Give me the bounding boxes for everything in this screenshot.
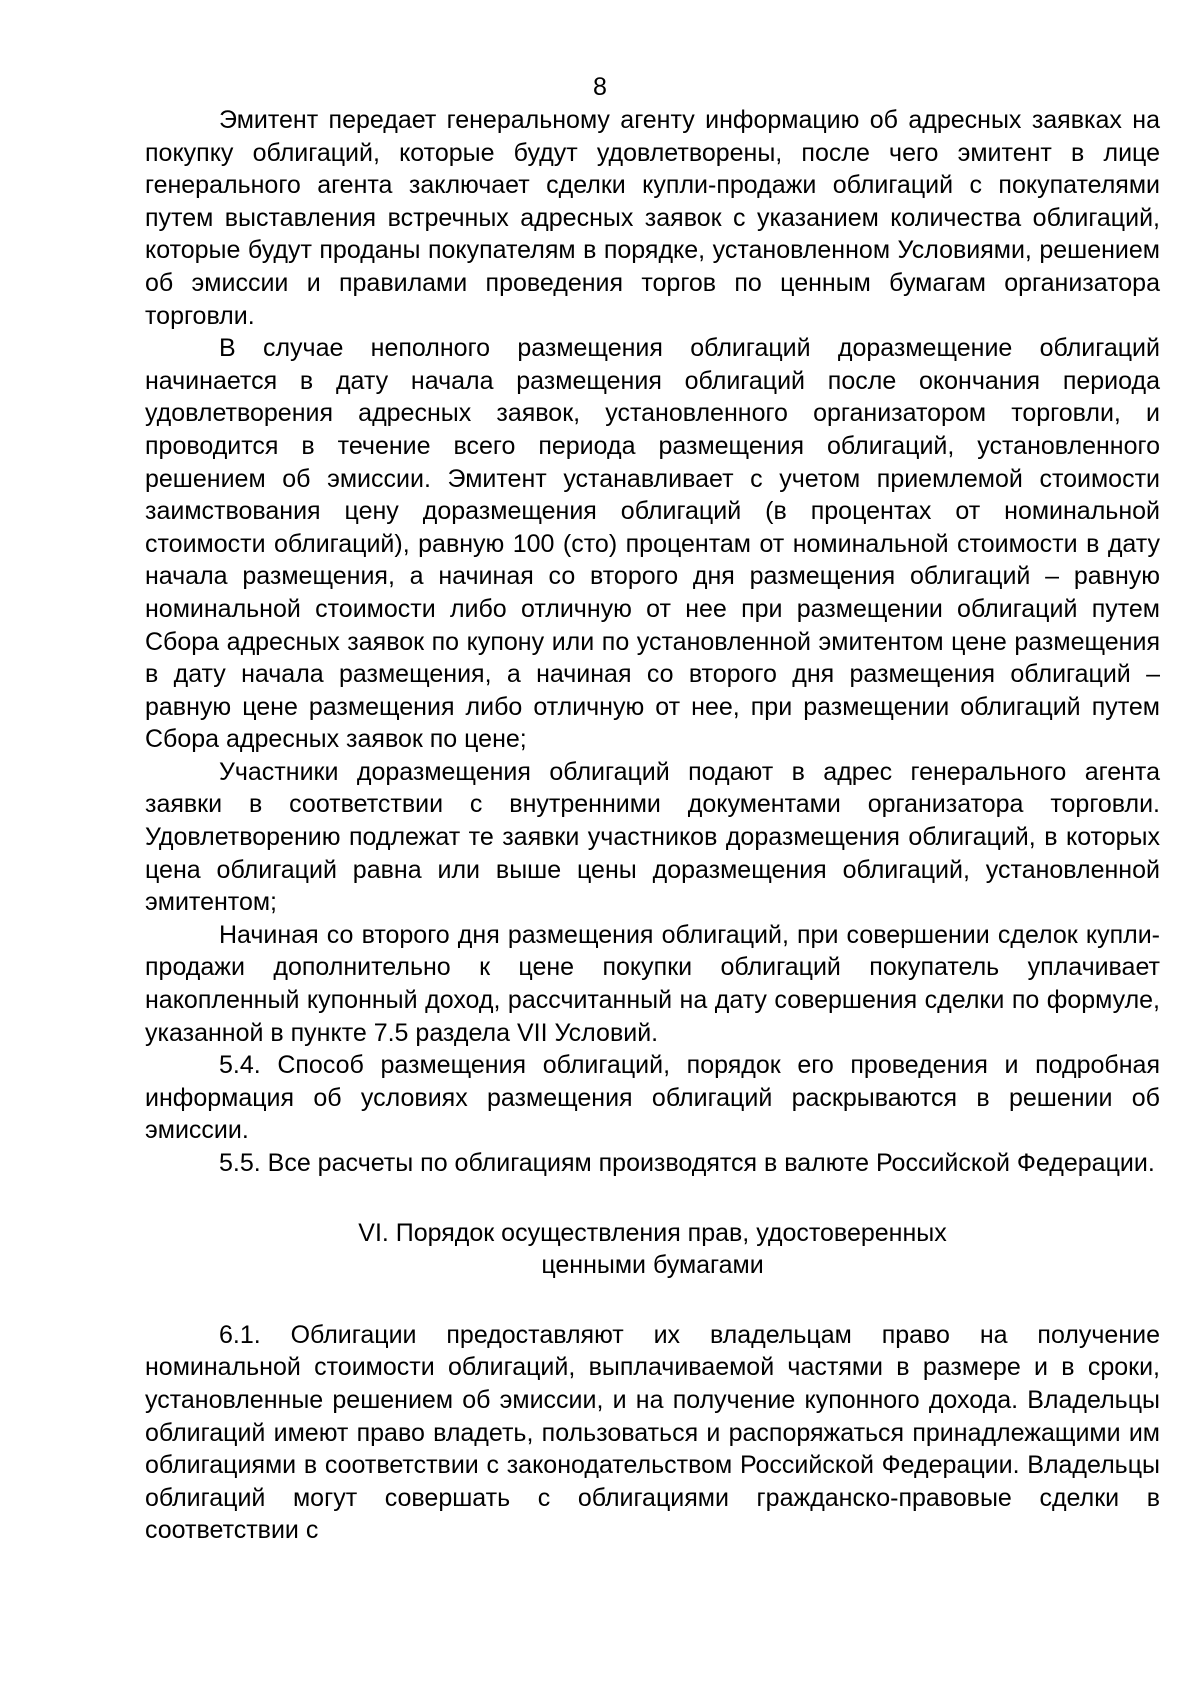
paragraph-5-4: 5.4. Способ размещения облигаций, порядок его проведения и подробная информация об условиях размещения облигаций раскрываются в решении об эмиссии. <box>145 1051 1160 1145</box>
paragraph-participants: Участники доразмещения облигаций подают в адрес генерального агента заявки в соответствии с внутренними документами организатора торговли. Удовлетворению подлежат те заявки участников доразмещения облигаций, в которых цена облигаций равна или выше цены доразмещения облигаций, установленной эмитентом; <box>145 757 1160 917</box>
document-body <box>145 104 1160 1547</box>
paragraph-accrued-coupon: Начиная со второго дня размещения облигаций, при совершении сделок купли-продажи дополнительно к цене покупки облигаций покупатель уплачивает накопленный купонный доход, рассчитанный на дату совершения сделки по формуле, указанной в пункте 7.5 раздела VII Условий. <box>145 920 1160 1047</box>
paragraph-issuer-transfer: Эмитент передает генеральному агенту информацию об адресных заявках на покупку облигаций, которые будут удовлетворены, после чего эмитент в лице генерального агента заключает сделки купли-продажи облигаций с покупателями путем выставления встречных адресных заявок с указанием количества облигаций, которые будут проданы покупателям в порядке, установленном Условиями, решением об эмиссии и правилами проведения торгов по ценным бумагам организатора торговли. <box>145 106 1160 330</box>
paragraph-5-5: 5.5. Все расчеты по облигациям производятся в валюте Российской Федерации. <box>219 1149 1155 1177</box>
section-heading <box>145 1217 1160 1282</box>
page-number: 8 <box>593 73 607 101</box>
section-heading-line-1: VI. Порядок осуществления прав, удостоверенных <box>358 1218 947 1247</box>
paragraph-additional-placement: В случае неполного размещения облигаций доразмещение облигаций начинается в дату начала размещения облигаций после окончания периода удовлетворения адресных заявок, установленного организатором торговли, и проводится в течение всего периода размещения облигаций, установленного решением об эмиссии. Эмитент устанавливает с учетом приемлемой стоимости заимствования цену доразмещения облигаций (в процентах от номинальной стоимости облигаций), равную 100 (сто) процентам от номинальной стоимости в дату начала размещения, а начиная со второго дня размещения облигаций – равную номинальной стоимости либо отличную от нее при размещении облигаций путем Сбора адресных заявок по купону или по установленной эмитентом цене размещения в дату начала размещения, а начиная со второго дня размещения облигаций – равную цене размещения либо отличную от нее, при размещении облигаций путем Сбора адресных заявок по цене; <box>145 334 1160 754</box>
paragraph-6-1: 6.1. Облигации предоставляют их владельцам право на получение номинальной стоимости облигаций, выплачиваемой частями в размере и в сроки, установленные решением об эмиссии, и на получение купонного дохода. Владельцы облигаций имеют право владеть, пользоваться и распоряжаться принадлежащими им облигациями в соответствии с законодательством Российской Федерации. Владельцы облигаций могут совершать с облигациями гражданско-правовые сделки в соответствии с <box>145 1320 1160 1545</box>
section-heading-line-2: ценными бумагами <box>541 1251 764 1280</box>
